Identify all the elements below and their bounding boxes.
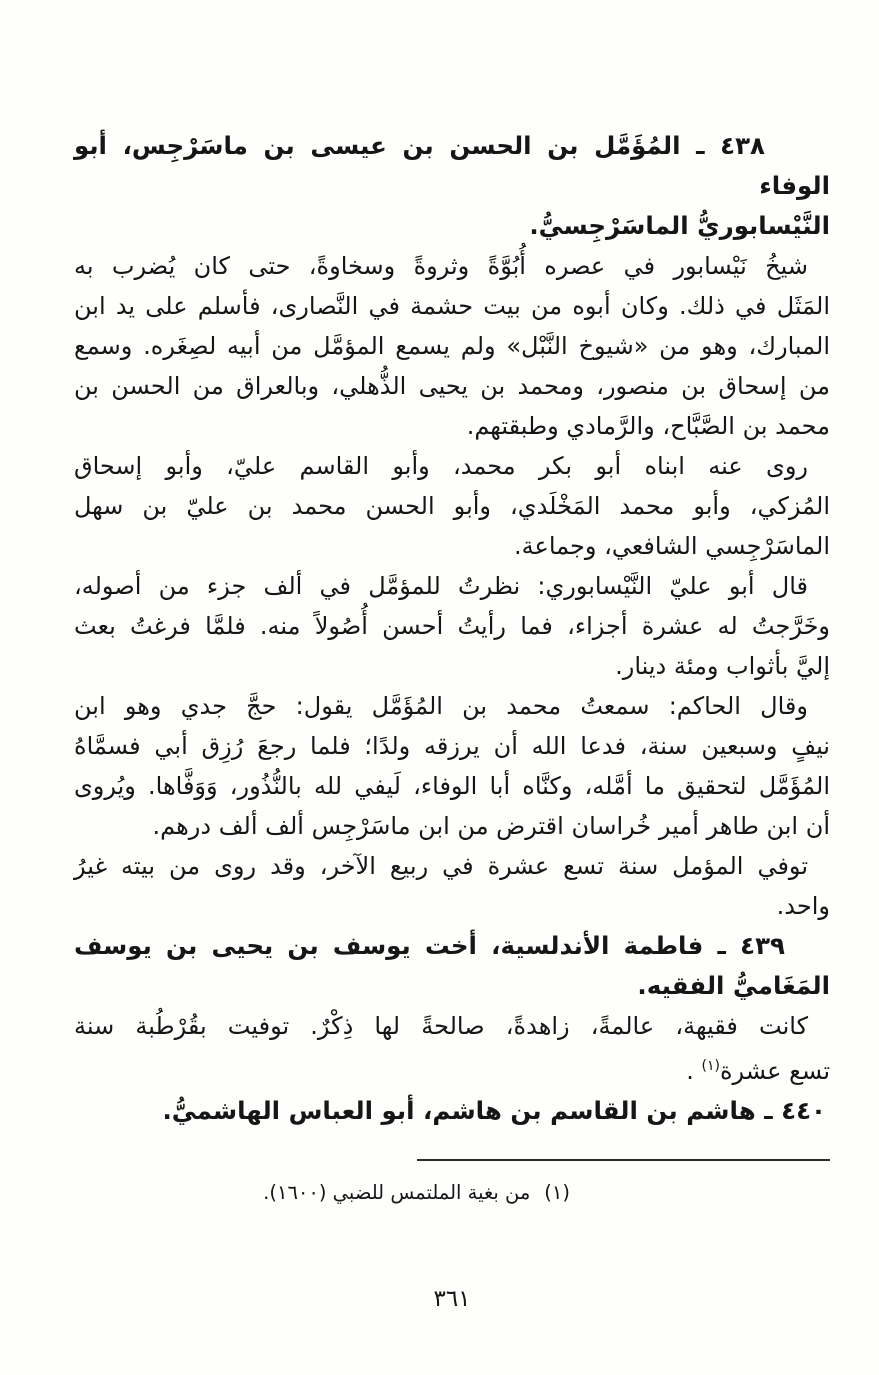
footnote-ref: (١) <box>701 1058 720 1074</box>
entry-heading-line: ٤٣٩ ـ فاطمة الأندلسية، أخت يوسف بن يحيى بن يوسف <box>74 931 785 960</box>
paragraph-line: شيخُ نَيْسابور في عصره أُبُوَّةً وثروةً وسخاوةً، حتى كان يُضرب به <box>74 252 808 280</box>
footnote-marker: (١) <box>544 1181 570 1204</box>
paragraph-line: واحد. <box>776 892 830 920</box>
paragraph-line: توفي المؤمل سنة تسع عشرة في ربيع الآخر، وقد روى من بيته غيرُ <box>74 852 808 880</box>
paragraph-line: المُؤَمَّل لتحقيق ما أمَّله، وكنَّاه أبا الوفاء، لَيفي لله بالنُّذُور، وَوَفَّاها. ويُروى <box>74 772 830 800</box>
paragraph-line: روى عنه ابناه أبو بكر محمد، وأبو القاسم عليّ، وأبو إسحاق <box>74 452 808 480</box>
entry-440 <box>74 1091 830 1131</box>
paragraph-line: محمد بن الصَّبَّاح، والرَّمادي وطبقتهم. <box>466 412 830 440</box>
entry-heading-line: ٤٤٠ ـ هاشم بن القاسم بن هاشم، أبو العباس الهاشميُّ. <box>162 1096 826 1125</box>
paragraph-line: المَثَل في ذلك. وكان أبوه من بيت حشمة في النَّصارى، فأسلم على يد ابن <box>74 292 830 320</box>
paragraph-line: إليَّ بأثواب ومئة دينار. <box>615 652 830 680</box>
paragraph-line <box>74 1046 830 1091</box>
entry-heading-line: المَغَاميُّ الفقيه. <box>637 971 830 1000</box>
footnote <box>263 1176 570 1210</box>
entry-heading-line: النَّيْسابوريُّ الماسَرْجِسيُّ. <box>529 211 830 240</box>
paragraph-line: كانت فقيهة، عالمةً، زاهدةً، صالحةً لها ذِكْرٌ. توفيت بقُرْطُبة سنة <box>74 1012 808 1040</box>
paragraph-line: الماسَرْجِسي الشافعي، وجماعة. <box>514 532 830 560</box>
paragraph-line: المبارك، وهو من «شيوخ النَّبْل» ولم يسمع المؤمَّل من أبيه لصِغَره. وسمع <box>74 332 830 360</box>
entry-heading-line: ٤٣٨ ـ المُؤَمَّل بن الحسن بن عيسى بن ماسَرْجِس، أبو الوفاء <box>74 131 830 200</box>
paragraph-line: وقال الحاكم: سمعتُ محمد بن المُؤَمَّل يقول: حجَّ جدي وهو ابن <box>74 692 808 720</box>
line-text: تسع عشرة <box>719 1057 830 1085</box>
paragraph-line: المُزكي، وأبو محمد المَخْلَدي، وأبو الحسن محمد بن عليّ بن سهل <box>74 492 830 520</box>
page-text-block <box>74 126 830 1131</box>
paragraph-line: من إسحاق بن منصور، ومحمد بن يحيى الذُّهلي، وبالعراق من الحسن بن <box>74 372 830 400</box>
paragraph-line: نيفٍ وسبعين سنة، فدعا الله أن يرزقه ولدًا؛ فلما رجعَ رُزِق أبي فسمَّاهُ <box>74 732 830 760</box>
footnote-divider <box>417 1159 830 1161</box>
line-text: . <box>686 1057 702 1085</box>
entry-438 <box>74 126 830 926</box>
paragraph-line: وخَرَّجتُ له عشرة أجزاء، فما رأيتُ أحسن أُصُولاً منه. فلمَّا فرغتُ بعث <box>74 612 830 640</box>
page-number: ٣٦١ <box>433 1286 471 1312</box>
footnote-text: من بغية الملتمس للضبي (١٦٠٠). <box>263 1181 531 1204</box>
entry-439 <box>74 926 830 1091</box>
paragraph-line: أن ابن طاهر أمير خُراسان اقترض من ابن ماسَرْجِس ألف ألف درهم. <box>152 812 830 840</box>
paragraph-line: قال أبو عليّ النَّيْسابوري: نظرتُ للمؤمَّل في ألف جزء من أصوله، <box>74 572 808 600</box>
